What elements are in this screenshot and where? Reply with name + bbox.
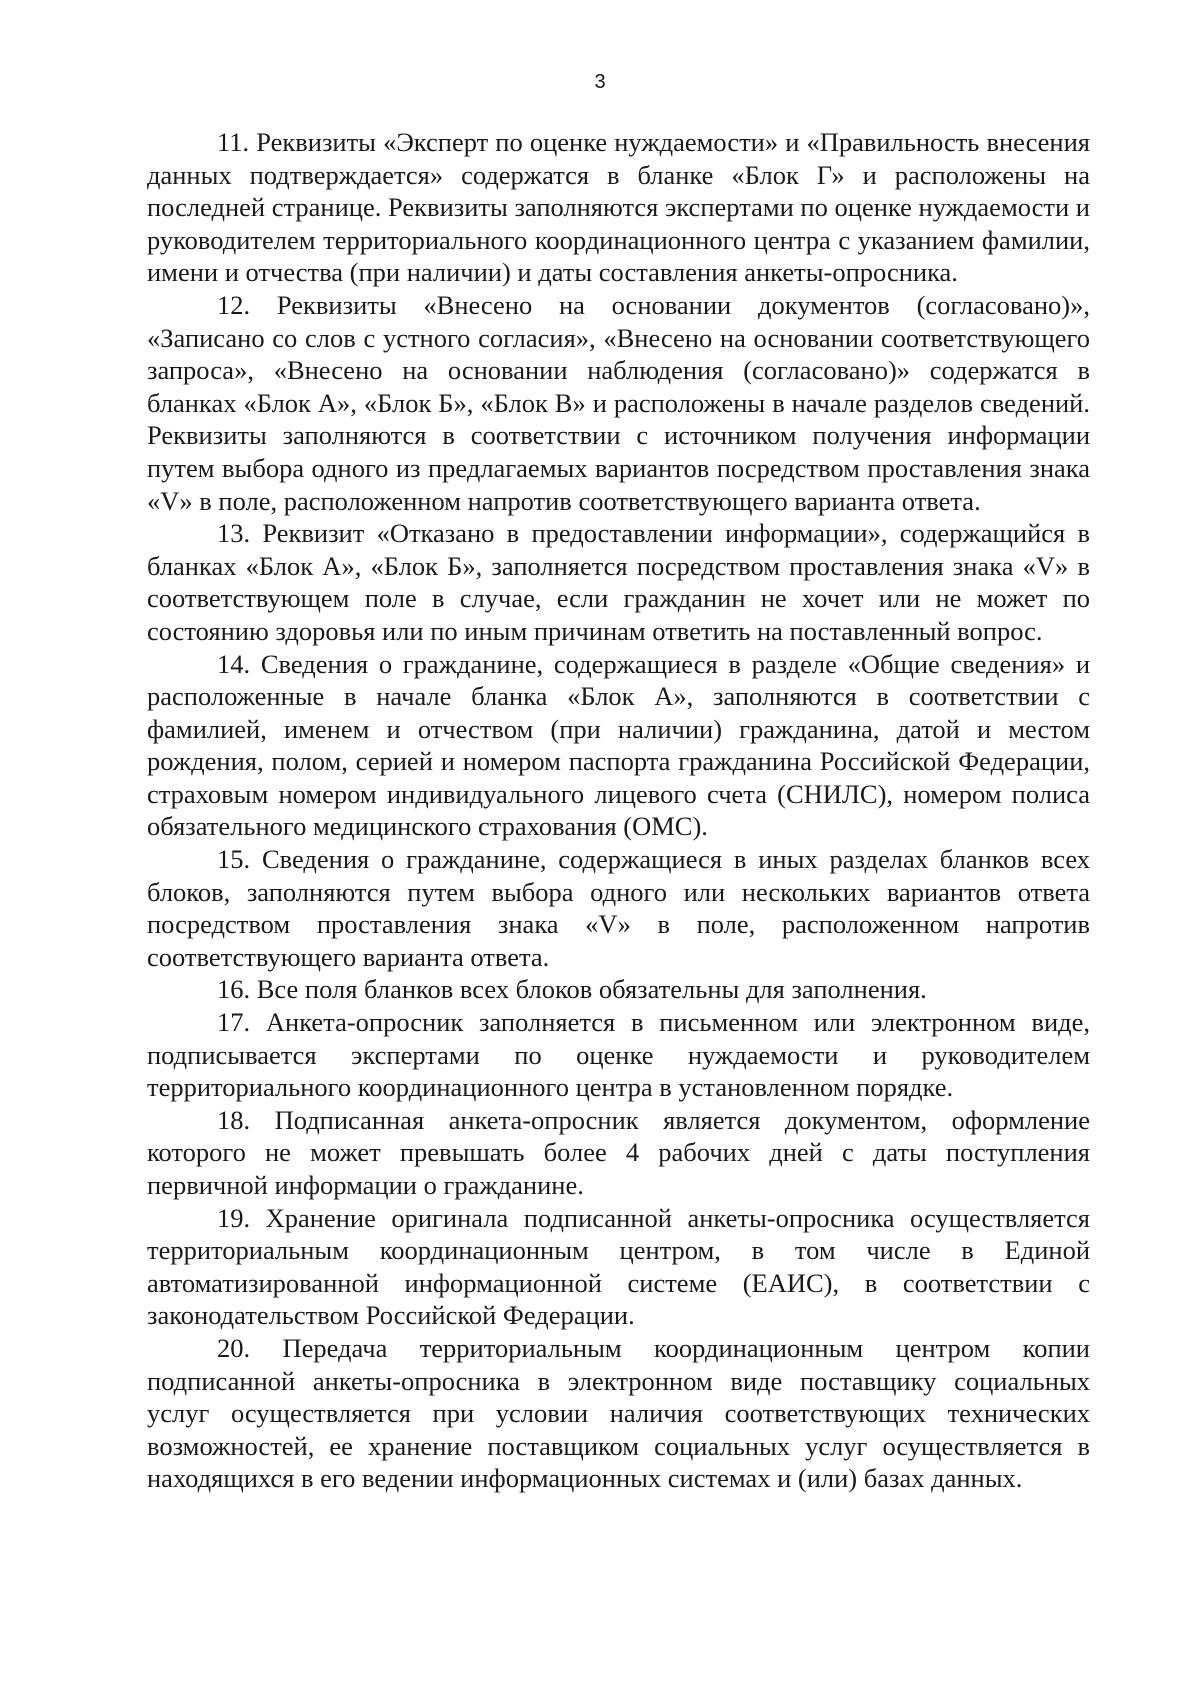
paragraph-19: 19. Хранение оригинала подписанной анкеты-опросника осуществляется территориальным координационным центром, в том числе в Единой автоматизированной информационной системе (ЕАИС), в соответствии с законодательством Российской Федерации. (147, 1202, 1090, 1331)
paragraph-18: 18. Подписанная анкета-опросник является документом, оформление которого не может превышать более 4 рабочих дней с даты поступления первичной информации о гражданине. (147, 1104, 1090, 1200)
document-body (147, 126, 1090, 1495)
paragraph-16: 16. Все поля бланков всех блоков обязательны для заполнения. (217, 974, 927, 1005)
paragraph-11: 11. Реквизиты «Эксперт по оценке нуждаемости» и «Правильность внесения данных подтверждается» содержатся в бланке «Блок Г» и расположены на последней странице. Реквизиты заполняются экспертами по оценке нуждаемости и руководителем территориального координационного центра с указанием фамилии, имени и отчества (при наличии) и даты составления анкеты-опросника. (147, 127, 1090, 288)
paragraph-12: 12. Реквизиты «Внесено на основании документов (согласовано)», «Записано со слов с устного согласия», «Внесено на основании соответствующего запроса», «Внесено на основании наблюдения (согласовано)» содержатся в бланках «Блок А», «Блок Б», «Блок В» и расположены в начале разделов сведений. Реквизиты заполняются в соответствии с источником получения информации путем выбора одного из предлагаемых вариантов посредством проставления знака «V» в поле, расположенном напротив соответствующего варианта ответа. (147, 289, 1090, 516)
page-number: 3 (594, 71, 606, 93)
paragraph-14: 14. Сведения о гражданине, содержащиеся в разделе «Общие сведения» и расположенные в начале бланка «Блок А», заполняются в соответствии с фамилией, именем и отчеством (при наличии) гражданина, датой и местом рождения, полом, серией и номером паспорта гражданина Российской Федерации, страховым номером индивидуального лицевого счета (СНИЛС), номером полиса обязательного медицинского страхования (ОМС). (147, 648, 1090, 842)
paragraph-17: 17. Анкета-опросник заполняется в письменном или электронном виде, подписывается экспертами по оценке нуждаемости и руководителем территориального координационного центра в установленном порядке. (147, 1007, 1090, 1103)
paragraph-20: 20. Передача территориальным координационным центром копии подписанной анкеты-опросника в электронном виде поставщику социальных услуг осуществляется при условии наличия соответствующих технических возможностей, ее хранение поставщиком социальных услуг осуществляется в находящихся в его ведении информационных системах и (или) базах данных. (147, 1332, 1090, 1494)
paragraph-13: 13. Реквизит «Отказано в предоставлении информации», содержащийся в бланках «Блок А», «Блок Б», заполняется посредством проставления знака «V» в соответствующем поле в случае, если гражданин не хочет или не может по состоянию здоровья или по иным причинам ответить на поставленный вопрос. (147, 518, 1090, 646)
paragraph-15: 15. Сведения о гражданине, содержащиеся в иных разделах бланков всех блоков, заполняются путем выбора одного или нескольких вариантов ответа посредством проставления знака «V» в поле, расположенном напротив соответствующего варианта ответа. (147, 844, 1090, 972)
